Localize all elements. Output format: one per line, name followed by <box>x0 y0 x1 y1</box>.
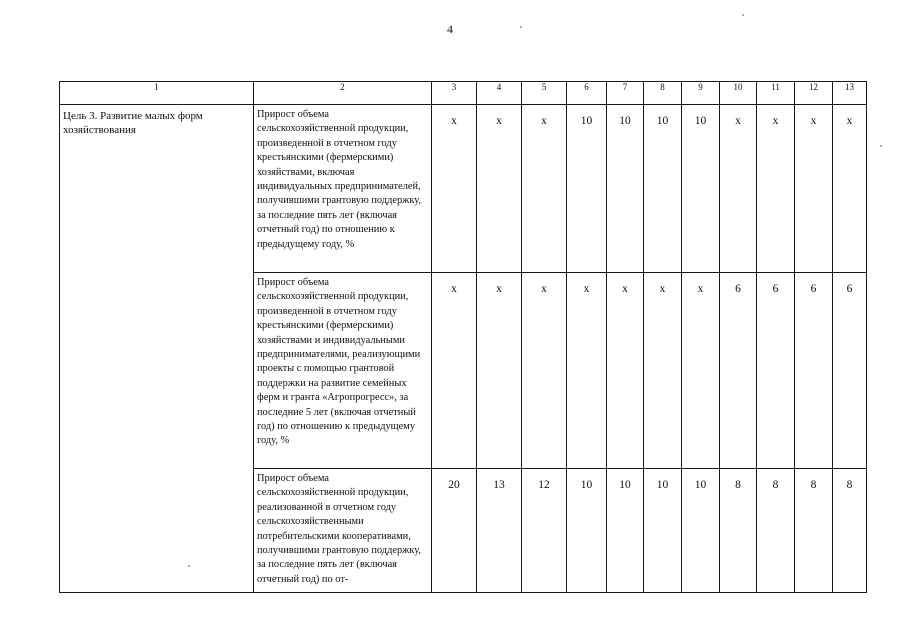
value-cell: 8 <box>833 469 867 593</box>
column-header: 11 <box>757 82 795 105</box>
value-cell: x <box>567 273 607 469</box>
goal-cell: Цель 3. Развитие малых форм хозяйствования <box>60 105 254 593</box>
indicators-table <box>59 81 867 593</box>
indicator-cell: Прирост объема сельскохозяйственной продукции, реализованной в отчетном году сельскохозяйственными потребительскими кооперативами, получившими грантовую поддержку, за последние пять лет (включая отчетный год) по от- <box>254 469 432 593</box>
page-number: 4 <box>447 22 453 36</box>
value-cell: x <box>432 273 477 469</box>
value-cell: 13 <box>477 469 522 593</box>
column-header: 2 <box>254 82 432 105</box>
column-header: 8 <box>644 82 682 105</box>
value-cell: x <box>477 273 522 469</box>
value-cell: x <box>644 273 682 469</box>
column-header: 6 <box>567 82 607 105</box>
value-cell: x <box>720 105 757 273</box>
column-header: 4 <box>477 82 522 105</box>
column-header: 1 <box>60 82 254 105</box>
value-cell: 6 <box>795 273 833 469</box>
value-cell: 10 <box>682 105 720 273</box>
scan-speck <box>520 26 522 28</box>
value-cell: 8 <box>757 469 795 593</box>
value-cell: x <box>432 105 477 273</box>
value-cell: x <box>607 273 644 469</box>
column-header: 9 <box>682 82 720 105</box>
indicator-cell: Прирост объема сельскохозяйственной продукции, произведенной в отчетном году крестьянскими (фермерскими) хозяйствами и индивидуальными предпринимателями, реализующими проекты с помощью грантовой поддержки на развитие семейных ферм и гранта «Агропрогресс», за последние 5 лет (включая отчетный год) по отношению к предыдущему году, % <box>254 273 432 469</box>
value-cell: 10 <box>607 469 644 593</box>
column-header: 3 <box>432 82 477 105</box>
value-cell: 10 <box>567 105 607 273</box>
value-cell: 12 <box>522 469 567 593</box>
value-cell: 10 <box>607 105 644 273</box>
scan-speck <box>742 14 744 16</box>
value-cell: 6 <box>720 273 757 469</box>
column-header: 10 <box>720 82 757 105</box>
value-cell: x <box>477 105 522 273</box>
column-header: 7 <box>607 82 644 105</box>
value-cell: x <box>522 105 567 273</box>
scan-speck <box>880 145 882 147</box>
column-header: 12 <box>795 82 833 105</box>
scan-speck <box>188 565 190 567</box>
value-cell: 10 <box>644 105 682 273</box>
value-cell: 8 <box>795 469 833 593</box>
value-cell: x <box>795 105 833 273</box>
value-cell: 6 <box>757 273 795 469</box>
value-cell: 10 <box>567 469 607 593</box>
value-cell: x <box>757 105 795 273</box>
table-row <box>60 105 867 273</box>
value-cell: x <box>522 273 567 469</box>
value-cell: 20 <box>432 469 477 593</box>
value-cell: x <box>833 105 867 273</box>
value-cell: 6 <box>833 273 867 469</box>
column-header: 13 <box>833 82 867 105</box>
indicator-cell: Прирост объема сельскохозяйственной продукции, произведенной в отчетном году крестьянскими (фермерскими) хозяйствами, включая индивидуальных предпринимателей, получившими грантовую поддержку, за последние пять лет (включая отчетный год) по отношению к предыдущему году, % <box>254 105 432 273</box>
column-header: 5 <box>522 82 567 105</box>
value-cell: 8 <box>720 469 757 593</box>
value-cell: 10 <box>644 469 682 593</box>
value-cell: 10 <box>682 469 720 593</box>
header-row <box>60 82 867 105</box>
value-cell: x <box>682 273 720 469</box>
